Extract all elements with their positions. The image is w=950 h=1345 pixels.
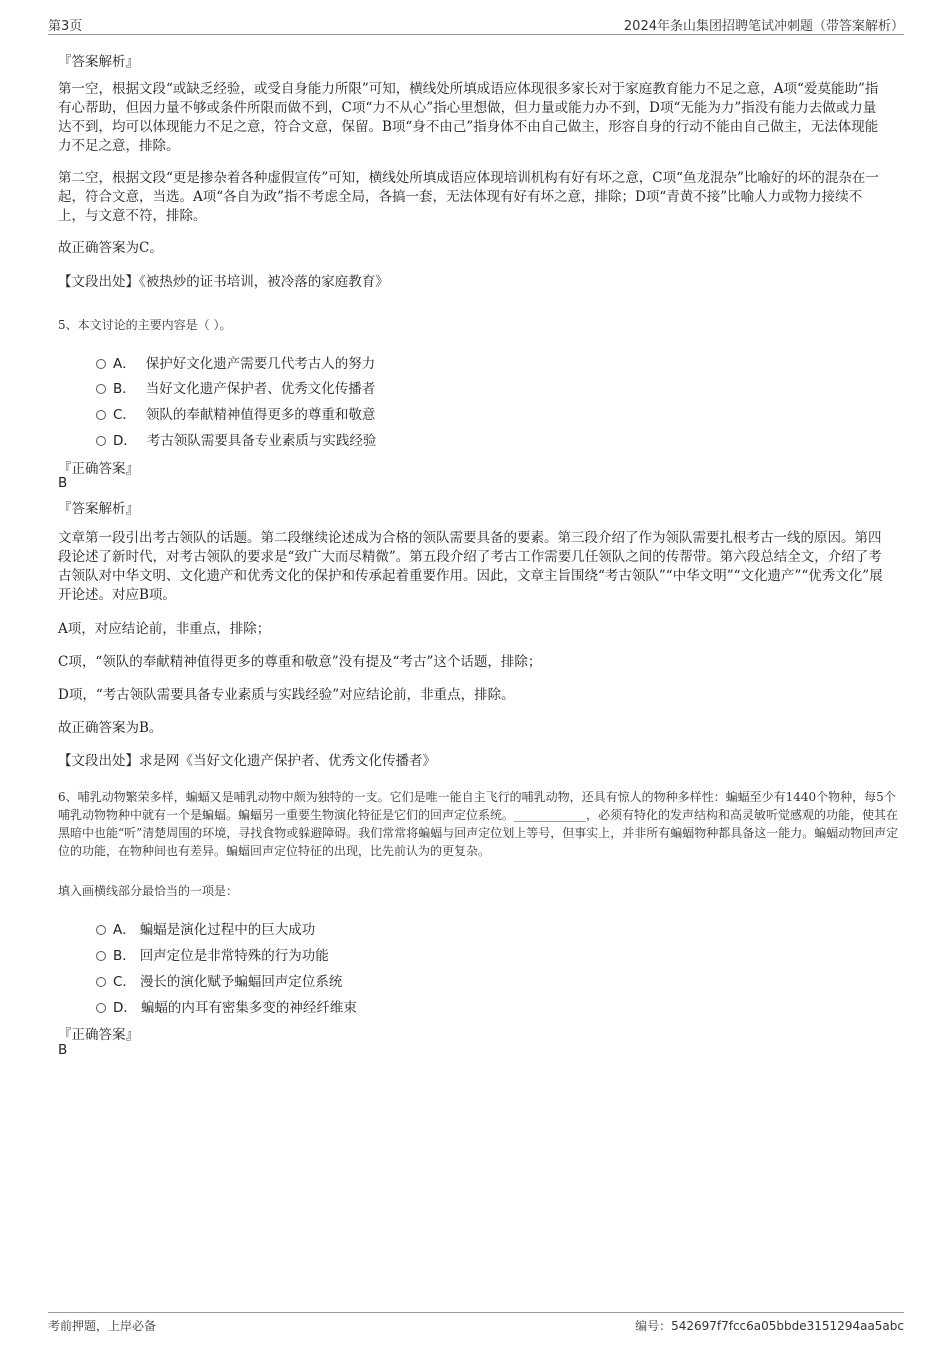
correct-answer-label: 『正确答案』 (58, 461, 139, 477)
page-header (48, 12, 904, 35)
correct-answer: B (58, 475, 68, 491)
document-title: 2024年条山集团招聘笔试冲刺题（带答案解析） (623, 19, 904, 34)
analysis-label: 『答案解析』 (58, 501, 139, 517)
analysis-paragraph: C项，“领队的奉献精神值得更多的尊重和敬意”没有提及“考古”这个话题，排除； (58, 654, 542, 670)
analysis-paragraph: A项，对应结论前，非重点，排除； (58, 621, 271, 637)
analysis-paragraph: D项，“考古领队需要具备专业素质与实践经验”对应结论前，非重点，排除。 (58, 687, 515, 703)
page-footer (48, 1312, 904, 1333)
radio-icon[interactable] (96, 951, 106, 961)
radio-icon[interactable] (96, 436, 106, 446)
option-c[interactable]: C． 漫长的演化赋予蝙蝠回声定位系统 (96, 970, 342, 990)
option-a[interactable]: A． 蝙蝠是演化过程中的巨大成功 (96, 918, 315, 938)
analysis-paragraph: 第一空，根据文段“或缺乏经验，或受自身能力所限”可知，横线处所填成语应体现很多家长对于家庭教育能力不足之意，A项“爱莫能助”指有心帮助，但因力量不够或条件所限而做不到，C项“力不从心”指心里想做，但力量或能力办不到，D项“无能为力”指没有能力去做或力量达不到，均可以体现能力不足之意，符合文意，保留。B项“身不由己”指身体不由自己做主，形容自身的行动不能由自己做主，无法体现能力不足之意，排除。 (58, 81, 879, 154)
analysis-paragraph: 文章第一段引出考古领队的话题。第二段继续论述成为合格的领队需要具备的要素。第三段介绍了作为领队需要扎根考古一线的原因。第四段论述了新时代，对考古领队的要求是“致广大而尽精微”。第五段介绍了考古工作需要几任领队之间的传帮带。第六段总结全文，介绍了考古领队对中华文明、文化遗产和优秀文化的保护和传承起着重要作用。因此，文章主旨围绕“考古领队”“中华文明”“文化遗产”“优秀文化”展开论述。对应B项。 (58, 530, 883, 603)
radio-icon[interactable] (96, 1003, 106, 1013)
page-number: 第3页 (48, 19, 83, 34)
option-d[interactable]: D． 蝙蝠的内耳有密集多变的神经纤维束 (96, 996, 357, 1016)
analysis-paragraph: 第二空，根据文段“更是掺杂着各种虚假宣传”可知，横线处所填成语应体现培训机构有好有坏之意，C项“鱼龙混杂”比喻好的坏的混杂在一起，符合文意，当选。A项“各自为政”指不考虑全局，各搞一套，无法体现有好有坏之意，排除；D项“青黄不接”比喻人力或物力接续不上，与文意不符，排除。 (58, 170, 879, 224)
question-stem: 5、本文讨论的主要内容是（ ）。 (58, 318, 232, 332)
option-b[interactable]: B． 当好文化遗产保护者、优秀文化传播者 (96, 377, 375, 397)
conclusion-text: 故正确答案为C。 (58, 240, 163, 256)
radio-icon[interactable] (96, 977, 106, 987)
radio-icon[interactable] (96, 384, 106, 394)
source-text: 【文段出处】《被热炒的证书培训，被冷落的家庭教育》 (58, 274, 389, 290)
radio-icon[interactable] (96, 410, 106, 420)
radio-icon[interactable] (96, 359, 106, 369)
correct-answer-label: 『正确答案』 (58, 1027, 139, 1043)
option-d[interactable]: D． 考古领队需要具备专业素质与实践经验 (96, 429, 376, 449)
blank-line: ____________ (514, 808, 587, 822)
conclusion-text: 故正确答案为B。 (58, 720, 163, 736)
option-c[interactable]: C． 领队的奉献精神值得更多的尊重和敬意 (96, 403, 375, 423)
option-a[interactable]: A． 保护好文化遗产需要几代考古人的努力 (96, 352, 375, 372)
question-prompt: 填入画横线部分最恰当的一项是： (58, 884, 239, 898)
document-code: 编号：542697f7fcc6a05bbde3151294aa5abc (635, 1319, 904, 1333)
source-text: 【文段出处】求是网《当好文化遗产保护者、优秀文化传播者》 (58, 753, 436, 769)
footer-slogan: 考前押题，上岸必备 (48, 1319, 157, 1333)
correct-answer: B (58, 1042, 68, 1058)
option-b[interactable]: B． 回声定位是非常特殊的行为功能 (96, 944, 329, 964)
analysis-label: 『答案解析』 (58, 54, 139, 70)
radio-icon[interactable] (96, 925, 106, 935)
question-stem: 6、哺乳动物繁荣多样，蝙蝠又是哺乳动物中颇为独特的一支。它们是唯一能自主飞行的哺乳动物，还具有惊人的物种多样性：蝙蝠至少有1440个物种，每5个哺乳动物物种中就有一个是蝙蝠。蝙蝠另一重要生物演化特征是它们的回声定位系统。____________，必须有特化的发声结构和高灵敏听觉感观的功能，使其在黑暗中也能“听”清楚周围的环境，寻找食物或躲避障碍。我们常常将蝙蝠与回声定位划上等号，但事实上，并非所有蝙蝠物种都具备这一能力。蝙蝠动物回声定位的功能，在物种间也有差异。蝙蝠回声定位特征的出现，比先前认为的更复杂。 (58, 790, 899, 858)
